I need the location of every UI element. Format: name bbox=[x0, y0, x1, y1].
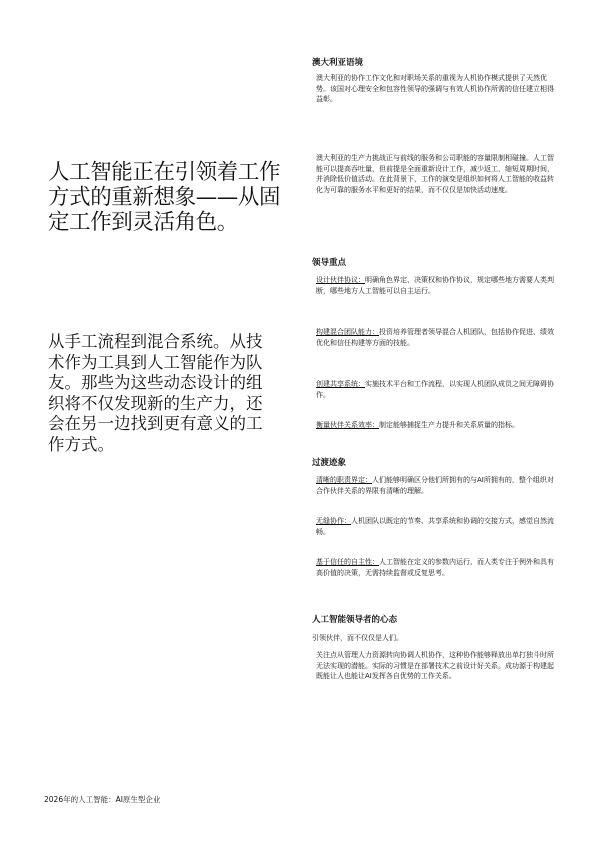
transition-item bbox=[316, 557, 560, 578]
australia-paragraph-1: 澳大利亚的协作工作文化和对职场关系的重视为人机协作模式提供了天然优势。该国对心理安全和包容性领导的强调与有效人机协作所需的信任建立相得益彰。 bbox=[316, 74, 554, 103]
transition-item-text: 人机团队以既定的节奏、共享系统和协调的交接方式，感觉自然流畅。 bbox=[316, 517, 554, 536]
intro-paragraph: 从手工流程到混合系统。从技术作为工具到人工智能作为队友。那些为这些动态设计的组织将不仅发现新的生产力，还会在另一边找到更有意义的工作方式。 bbox=[48, 332, 263, 454]
mindset-subtitle: 引领伙伴，而不仅仅是人们。 bbox=[312, 634, 403, 642]
transition-item-text: 人工智能在定义的参数内运行，而人类专注于例外和具有高价值的决策，无需持续监督或反复思考。 bbox=[316, 558, 554, 577]
leadership-item-text: 实施技术平台和工作流程，以实现人机团队成员之间无障碍协作。 bbox=[316, 380, 554, 399]
leadership-item-key: 创建共享系统： bbox=[316, 380, 365, 388]
leadership-item bbox=[316, 327, 560, 348]
leadership-item-text: 制定能够捕捉生产力提升和关系质量的指标。 bbox=[379, 421, 519, 429]
leadership-item-text: 明确角色界定、决策权和协作协议，规定哪些地方需要人类判断，哪些地方人工智能可以自主运行。 bbox=[316, 276, 554, 295]
leadership-item-key: 设计伙伴协议： bbox=[316, 276, 365, 284]
transition-item-key: 清晰的职责界定： bbox=[316, 476, 372, 484]
leadership-item-key: 构建混合团队能力： bbox=[316, 328, 379, 336]
leadership-item bbox=[316, 420, 560, 431]
australia-paragraph-2: 澳大利亚的生产力挑战正与前线的服务和公司职能的容量限制相碰撞。人工智能可以提高吞吐量，但前提是全面重新设计工作，减少返工，缩短周期时间，并消除低价值活动。在此背景下，工作的演变是组织如何将人工智能的收益转化为可靠的服务水平和更好的结果，而不仅仅是加快活动速度。 bbox=[316, 154, 554, 194]
transition-item bbox=[316, 516, 560, 537]
leadership-item bbox=[316, 275, 560, 296]
hero-title: 人工智能正在引领着工作方式的重新想象——从固定工作到灵活角色。 bbox=[48, 160, 281, 235]
mindset-section-title: 人工智能领导者的心态 bbox=[312, 615, 398, 625]
transition-item bbox=[316, 475, 560, 496]
transition-item-text: 人们能够明确区分他们所拥有的与AI所拥有的，整个组织对合作伙伴关系的界限有清晰的理解。 bbox=[316, 476, 554, 495]
transition-item-key: 无缝协作： bbox=[316, 517, 351, 525]
leadership-item-text: 投资培养管理者领导混合人机团队，包括协作促进、绩效优化和信任构建等方面的技能。 bbox=[316, 328, 554, 347]
transition-item-key: 基于信任的自主性： bbox=[316, 558, 379, 566]
page-footer: 2026年的人工智能：AI原生型企业 bbox=[44, 795, 161, 804]
leadership-item-key: 衡量伙伴关系效率： bbox=[316, 421, 379, 429]
transition-section-title: 过渡迹象 bbox=[312, 458, 347, 468]
mindset-paragraph: 关注点从管理人力资源转向协调人机协作，这种协作能够释放出单打独斗时所无法实现的潜能。实际的习惯是在部署技术之前设计好关系。成功源于构建起既能让人也能让AI发挥各自优势的工作关系。 bbox=[316, 651, 554, 680]
australia-section-title: 澳大利亚语境 bbox=[312, 58, 364, 68]
leadership-item bbox=[316, 379, 560, 400]
leadership-section-title: 领导重点 bbox=[312, 258, 347, 268]
